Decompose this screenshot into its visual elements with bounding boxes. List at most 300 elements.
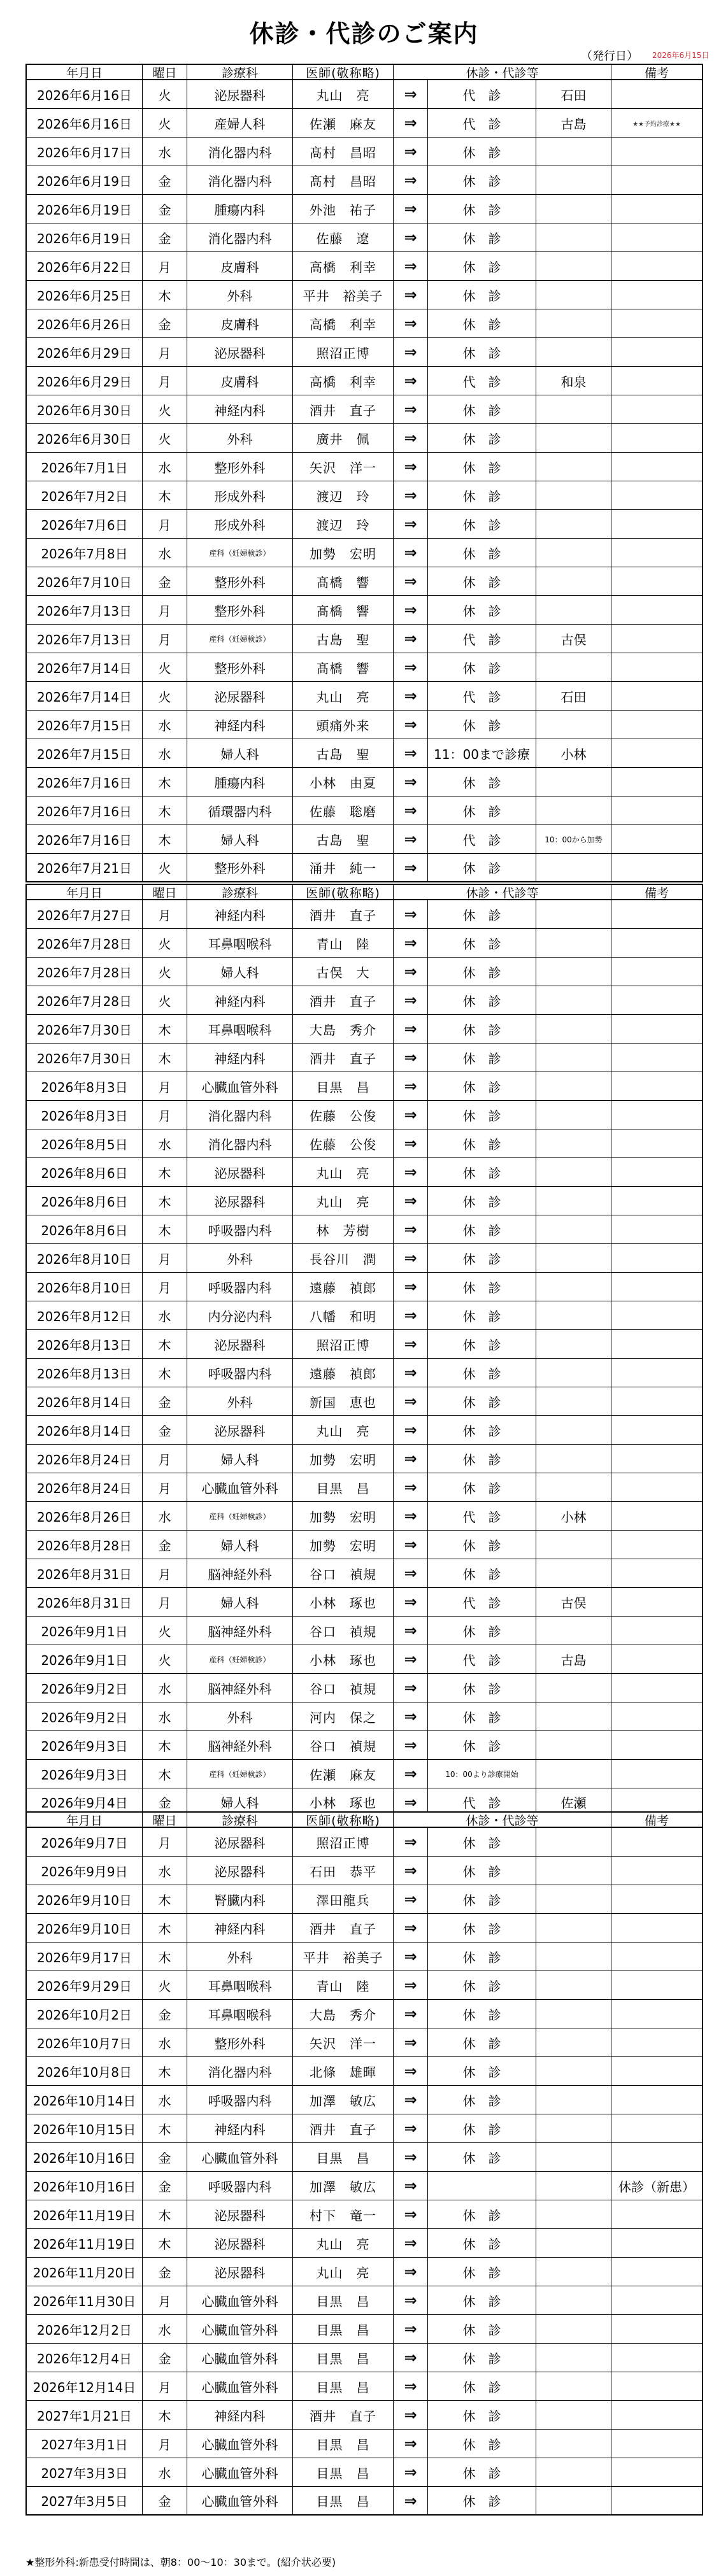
table-row (25, 2229, 703, 2258)
row-substitute (536, 281, 611, 309)
row-day: 木 (143, 281, 187, 309)
row-day: 金 (143, 2487, 187, 2514)
row-date: 2026年7月10日 (27, 567, 143, 595)
row-day: 木 (143, 1914, 187, 1942)
row-day: 木 (143, 768, 187, 796)
row-date: 2026年7月21日 (27, 854, 143, 881)
row-dept: 消化器内科 (187, 138, 293, 166)
row-date: 2026年9月1日 (27, 1645, 143, 1673)
row-substitute (536, 2229, 611, 2257)
row-arrow: ⇒ (394, 1187, 428, 1215)
row-substitute (536, 1674, 611, 1702)
row-arrow: ⇒ (394, 1158, 428, 1186)
row-dept: 循環器内科 (187, 796, 293, 824)
table-row (25, 510, 703, 539)
row-dept: 心臓血管外科 (187, 2487, 293, 2514)
row-day: 月 (143, 1473, 187, 1501)
row-dept: 耳鼻咽喉科 (187, 2000, 293, 2028)
row-day: 木 (143, 1187, 187, 1215)
row-status: 休 診 (428, 1244, 536, 1272)
row-note (611, 2458, 702, 2486)
row-arrow: ⇒ (394, 2028, 428, 2056)
row-doctor: 酒井 直子 (293, 2401, 394, 2429)
row-arrow: ⇒ (394, 739, 428, 767)
row-day: 月 (143, 338, 187, 366)
row-dept: 心臓血管外科 (187, 1072, 293, 1100)
row-substitute (536, 2286, 611, 2314)
row-date: 2026年7月15日 (27, 711, 143, 739)
row-note (611, 596, 702, 624)
header-doctor: 医師(敬称略) (293, 885, 394, 899)
row-dept: 産婦人科 (187, 109, 293, 137)
row-status: 休 診 (428, 2143, 536, 2171)
row-doctor: 遠藤 禎郎 (293, 1273, 394, 1301)
row-doctor: 丸山 亮 (293, 1416, 394, 1444)
row-doctor: 酒井 直子 (293, 2114, 394, 2142)
row-date: 2026年8月3日 (27, 1101, 143, 1129)
row-date: 2026年10月16日 (27, 2143, 143, 2171)
row-note (611, 854, 702, 881)
row-arrow: ⇒ (394, 825, 428, 853)
row-dept: 皮膚科 (187, 367, 293, 395)
row-arrow: ⇒ (394, 900, 428, 928)
row-doctor: 加澤 敏広 (293, 2172, 394, 2200)
row-doctor: 廣井 佩 (293, 424, 394, 452)
row-dept: 形成外科 (187, 510, 293, 538)
row-doctor: 八幡 和明 (293, 1301, 394, 1329)
row-day: 火 (143, 80, 187, 108)
row-doctor: 青山 陸 (293, 1971, 394, 1999)
row-note (611, 1072, 702, 1100)
row-status: 休 診 (428, 1828, 536, 1856)
table-row (25, 1885, 703, 1914)
row-doctor: 加勢 宏明 (293, 1445, 394, 1473)
row-substitute (536, 1559, 611, 1587)
row-arrow: ⇒ (394, 2172, 428, 2200)
row-arrow: ⇒ (394, 1857, 428, 1885)
row-dept: 心臓血管外科 (187, 1473, 293, 1501)
row-dept: 整形外科 (187, 854, 293, 881)
row-arrow: ⇒ (394, 1788, 428, 1816)
row-note (611, 2114, 702, 2142)
row-status: 休 診 (428, 138, 536, 166)
row-arrow: ⇒ (394, 395, 428, 423)
row-status: 代 診 (428, 1645, 536, 1673)
row-arrow: ⇒ (394, 2458, 428, 2486)
row-arrow: ⇒ (394, 1015, 428, 1043)
row-dept: 婦人科 (187, 1588, 293, 1616)
row-date: 2026年6月17日 (27, 138, 143, 166)
table-row (25, 539, 703, 567)
row-status: 休 診 (428, 2229, 536, 2257)
row-dept: 外科 (187, 1244, 293, 1272)
row-substitute (536, 2086, 611, 2114)
row-status: 代 診 (428, 109, 536, 137)
row-note (611, 2229, 702, 2257)
table-row (25, 1617, 703, 1645)
row-note (611, 768, 702, 796)
row-substitute (536, 1330, 611, 1358)
row-dept: 外科 (187, 1387, 293, 1415)
row-date: 2026年6月19日 (27, 223, 143, 251)
row-doctor: 髙橋 響 (293, 653, 394, 681)
row-date: 2026年7月1日 (27, 453, 143, 481)
row-arrow: ⇒ (394, 2057, 428, 2085)
row-date: 2026年9月4日 (27, 1788, 143, 1816)
row-day: 月 (143, 900, 187, 928)
row-substitute (536, 252, 611, 280)
row-doctor: 目黒 昌 (293, 2372, 394, 2400)
row-status: 休 診 (428, 2344, 536, 2372)
row-substitute (536, 1857, 611, 1885)
row-dept: 泌尿器科 (187, 1158, 293, 1186)
row-day: 水 (143, 1129, 187, 1157)
row-note (611, 1445, 702, 1473)
row-arrow: ⇒ (394, 109, 428, 137)
table-row (25, 80, 703, 109)
row-substitute (536, 1885, 611, 1913)
row-dept: 心臓血管外科 (187, 2458, 293, 2486)
row-doctor: 丸山 亮 (293, 80, 394, 108)
row-note (611, 2028, 702, 2056)
row-day: 月 (143, 1273, 187, 1301)
table-row (25, 281, 703, 309)
row-day: 金 (143, 1531, 187, 1559)
row-doctor: 谷口 禎規 (293, 1674, 394, 1702)
row-status: 休 診 (428, 2458, 536, 2486)
row-dept: 産科（妊婦検診） (187, 1645, 293, 1673)
row-status: 休 診 (428, 223, 536, 251)
row-doctor: 古島 聖 (293, 625, 394, 653)
row-day: 木 (143, 2229, 187, 2257)
row-dept: 泌尿器科 (187, 2200, 293, 2228)
table-row (25, 1971, 703, 2000)
row-note (611, 1885, 702, 1913)
row-dept: 産科（妊婦検診） (187, 625, 293, 653)
row-status: 代 診 (428, 1788, 536, 1816)
row-date: 2026年12月14日 (27, 2372, 143, 2400)
row-status: 休 診 (428, 1359, 536, 1387)
row-substitute (536, 424, 611, 452)
row-date: 2026年9月2日 (27, 1702, 143, 1730)
row-note (611, 1387, 702, 1415)
table-row (25, 1531, 703, 1559)
row-arrow: ⇒ (394, 986, 428, 1014)
row-date: 2026年8月5日 (27, 1129, 143, 1157)
row-status (428, 2172, 536, 2200)
row-arrow: ⇒ (394, 958, 428, 986)
row-date: 2026年7月28日 (27, 958, 143, 986)
row-substitute (536, 309, 611, 337)
row-dept: 婦人科 (187, 958, 293, 986)
row-arrow: ⇒ (394, 1885, 428, 1913)
row-date: 2026年9月10日 (27, 1914, 143, 1942)
row-arrow: ⇒ (394, 367, 428, 395)
row-day: 月 (143, 252, 187, 280)
row-day: 木 (143, 2200, 187, 2228)
row-day: 水 (143, 1674, 187, 1702)
table-row (25, 2430, 703, 2458)
row-doctor: 加澤 敏広 (293, 2086, 394, 2114)
row-status: 休 診 (428, 1914, 536, 1942)
row-dept: 泌尿器科 (187, 1828, 293, 1856)
row-dept: 呼吸器内科 (187, 2172, 293, 2200)
table-row (25, 2028, 703, 2057)
row-date: 2026年6月26日 (27, 309, 143, 337)
row-arrow: ⇒ (394, 1473, 428, 1501)
row-note (611, 682, 702, 710)
row-status: 休 診 (428, 1885, 536, 1913)
row-arrow: ⇒ (394, 2143, 428, 2171)
row-substitute (536, 1731, 611, 1759)
row-note (611, 510, 702, 538)
row-date: 2026年8月24日 (27, 1473, 143, 1501)
row-status: 休 診 (428, 1731, 536, 1759)
row-arrow: ⇒ (394, 1072, 428, 1100)
row-status: 休 診 (428, 1531, 536, 1559)
row-arrow: ⇒ (394, 2000, 428, 2028)
row-substitute (536, 1473, 611, 1501)
header-date: 年月日 (27, 885, 143, 899)
row-arrow: ⇒ (394, 929, 428, 957)
row-dept: 泌尿器科 (187, 2258, 293, 2286)
row-date: 2026年11月19日 (27, 2200, 143, 2228)
table-row (25, 1674, 703, 1702)
row-arrow: ⇒ (394, 1559, 428, 1587)
row-doctor: 高橋 利幸 (293, 309, 394, 337)
row-status: 代 診 (428, 367, 536, 395)
row-date: 2026年7月13日 (27, 596, 143, 624)
row-substitute (536, 2401, 611, 2429)
row-day: 水 (143, 138, 187, 166)
row-arrow: ⇒ (394, 1359, 428, 1387)
row-status: 代 診 (428, 1588, 536, 1616)
row-date: 2026年6月29日 (27, 338, 143, 366)
row-dept: 泌尿器科 (187, 682, 293, 710)
row-status: 休 診 (428, 1943, 536, 1971)
row-note (611, 958, 702, 986)
row-note (611, 1674, 702, 1702)
row-note (611, 2344, 702, 2372)
row-arrow: ⇒ (394, 1731, 428, 1759)
table-row (25, 1044, 703, 1072)
row-substitute (536, 2114, 611, 2142)
row-doctor: 高橋 利幸 (293, 252, 394, 280)
row-doctor: 佐藤 公俊 (293, 1129, 394, 1157)
row-doctor: 平井 裕美子 (293, 281, 394, 309)
table-row (25, 1914, 703, 1943)
row-day: 水 (143, 1702, 187, 1730)
issue-date-label: （発行日） (581, 50, 638, 63)
row-arrow: ⇒ (394, 711, 428, 739)
row-arrow: ⇒ (394, 252, 428, 280)
row-note (611, 567, 702, 595)
row-day: 金 (143, 166, 187, 194)
row-arrow: ⇒ (394, 653, 428, 681)
row-arrow: ⇒ (394, 854, 428, 881)
row-note (611, 138, 702, 166)
table-row (25, 958, 703, 986)
row-arrow: ⇒ (394, 2114, 428, 2142)
row-status: 休 診 (428, 2430, 536, 2458)
row-dept: 消化器内科 (187, 1101, 293, 1129)
row-substitute (536, 1072, 611, 1100)
row-status: 休 診 (428, 2028, 536, 2056)
schedule-table-3 (25, 1811, 703, 2516)
row-note (611, 1828, 702, 1856)
row-substitute (536, 1914, 611, 1942)
table-row (25, 768, 703, 796)
row-dept: 皮膚科 (187, 252, 293, 280)
row-dept: 耳鼻咽喉科 (187, 1015, 293, 1043)
row-substitute (536, 596, 611, 624)
row-arrow: ⇒ (394, 1531, 428, 1559)
row-date: 2026年7月8日 (27, 539, 143, 567)
table-row (25, 2114, 703, 2143)
row-arrow: ⇒ (394, 338, 428, 366)
row-day: 木 (143, 796, 187, 824)
row-dept: 呼吸器内科 (187, 1215, 293, 1243)
row-doctor: 矢沢 洋一 (293, 453, 394, 481)
row-note (611, 1731, 702, 1759)
table-row (25, 1387, 703, 1416)
row-day: 火 (143, 958, 187, 986)
row-note (611, 1943, 702, 1971)
row-note (611, 2430, 702, 2458)
row-arrow: ⇒ (394, 1502, 428, 1530)
row-day: 木 (143, 1943, 187, 1971)
row-substitute (536, 1359, 611, 1387)
row-status: 休 診 (428, 1101, 536, 1129)
row-date: 2026年6月30日 (27, 424, 143, 452)
header-note: 備考 (644, 1813, 669, 1827)
row-note (611, 1215, 702, 1243)
row-substitute (536, 338, 611, 366)
row-day: 金 (143, 195, 187, 223)
row-dept: 神経内科 (187, 395, 293, 423)
row-substitute (536, 1943, 611, 1971)
row-doctor: 目黒 昌 (293, 2430, 394, 2458)
row-note (611, 2057, 702, 2085)
row-substitute (536, 1531, 611, 1559)
row-status: 休 診 (428, 1158, 536, 1186)
row-note (611, 2086, 702, 2114)
table-row (25, 1301, 703, 1330)
row-doctor: 酒井 直子 (293, 986, 394, 1014)
row-substitute (536, 2430, 611, 2458)
row-substitute (536, 653, 611, 681)
row-status: 休 診 (428, 1674, 536, 1702)
row-substitute (536, 1828, 611, 1856)
row-status: 休 診 (428, 653, 536, 681)
row-dept: 皮膚科 (187, 309, 293, 337)
row-note (611, 1044, 702, 1072)
row-doctor: 目黒 昌 (293, 1473, 394, 1501)
row-arrow: ⇒ (394, 424, 428, 452)
row-arrow: ⇒ (394, 1645, 428, 1673)
table-row (25, 367, 703, 395)
row-date: 2026年6月19日 (27, 195, 143, 223)
row-status: 休 診 (428, 1416, 536, 1444)
row-doctor: 酒井 直子 (293, 395, 394, 423)
table-row (25, 2000, 703, 2028)
row-dept: 神経内科 (187, 1914, 293, 1942)
row-status: 休 診 (428, 1015, 536, 1043)
row-arrow: ⇒ (394, 1914, 428, 1942)
row-status: 休 診 (428, 338, 536, 366)
row-day: 火 (143, 682, 187, 710)
row-day: 木 (143, 481, 187, 509)
row-arrow: ⇒ (394, 2401, 428, 2429)
row-dept: 神経内科 (187, 711, 293, 739)
row-date: 2026年10月7日 (27, 2028, 143, 2056)
row-dept: 泌尿器科 (187, 338, 293, 366)
row-substitute (536, 2458, 611, 2486)
row-status: 休 診 (428, 900, 536, 928)
row-status: 代 診 (428, 825, 536, 853)
row-status: 休 診 (428, 1215, 536, 1243)
row-substitute (536, 958, 611, 986)
row-note (611, 281, 702, 309)
row-day: 水 (143, 539, 187, 567)
row-doctor: 村下 竜一 (293, 2200, 394, 2228)
row-note (611, 252, 702, 280)
row-day: 金 (143, 223, 187, 251)
table-row (25, 2344, 703, 2372)
row-date: 2026年9月10日 (27, 1885, 143, 1913)
header-dept: 診療科 (187, 65, 293, 79)
row-doctor: 谷口 禎規 (293, 1617, 394, 1645)
header-dept: 診療科 (187, 885, 293, 899)
row-substitute (536, 1617, 611, 1645)
table-row (25, 1502, 703, 1531)
row-dept: 産科（妊婦検診） (187, 539, 293, 567)
table-row (25, 453, 703, 481)
row-substitute (536, 1971, 611, 1999)
row-date: 2026年9月17日 (27, 1943, 143, 1971)
row-note (611, 395, 702, 423)
row-status: 休 診 (428, 2114, 536, 2142)
row-day: 月 (143, 2286, 187, 2314)
table-row (25, 1645, 703, 1674)
row-substitute (536, 1273, 611, 1301)
row-substitute (536, 1187, 611, 1215)
row-substitute (536, 138, 611, 166)
row-note (611, 1971, 702, 1999)
row-dept: 消化器内科 (187, 2057, 293, 2085)
row-doctor: 照沼正博 (293, 338, 394, 366)
row-status: 休 診 (428, 539, 536, 567)
row-arrow: ⇒ (394, 1215, 428, 1243)
row-date: 2026年8月14日 (27, 1387, 143, 1415)
row-status: 休 診 (428, 1857, 536, 1885)
row-day: 木 (143, 1015, 187, 1043)
row-arrow: ⇒ (394, 796, 428, 824)
row-substitute: 石田 (536, 682, 611, 710)
table-row (25, 854, 703, 882)
row-substitute (536, 2200, 611, 2228)
table-row (25, 1101, 703, 1129)
row-day: 水 (143, 1857, 187, 1885)
row-dept: 泌尿器科 (187, 1857, 293, 1885)
row-day: 金 (143, 567, 187, 595)
row-date: 2026年8月26日 (27, 1502, 143, 1530)
row-status: 休 診 (428, 395, 536, 423)
row-note (611, 2401, 702, 2429)
table-row (25, 223, 703, 252)
row-dept: 耳鼻咽喉科 (187, 929, 293, 957)
row-note (611, 1015, 702, 1043)
